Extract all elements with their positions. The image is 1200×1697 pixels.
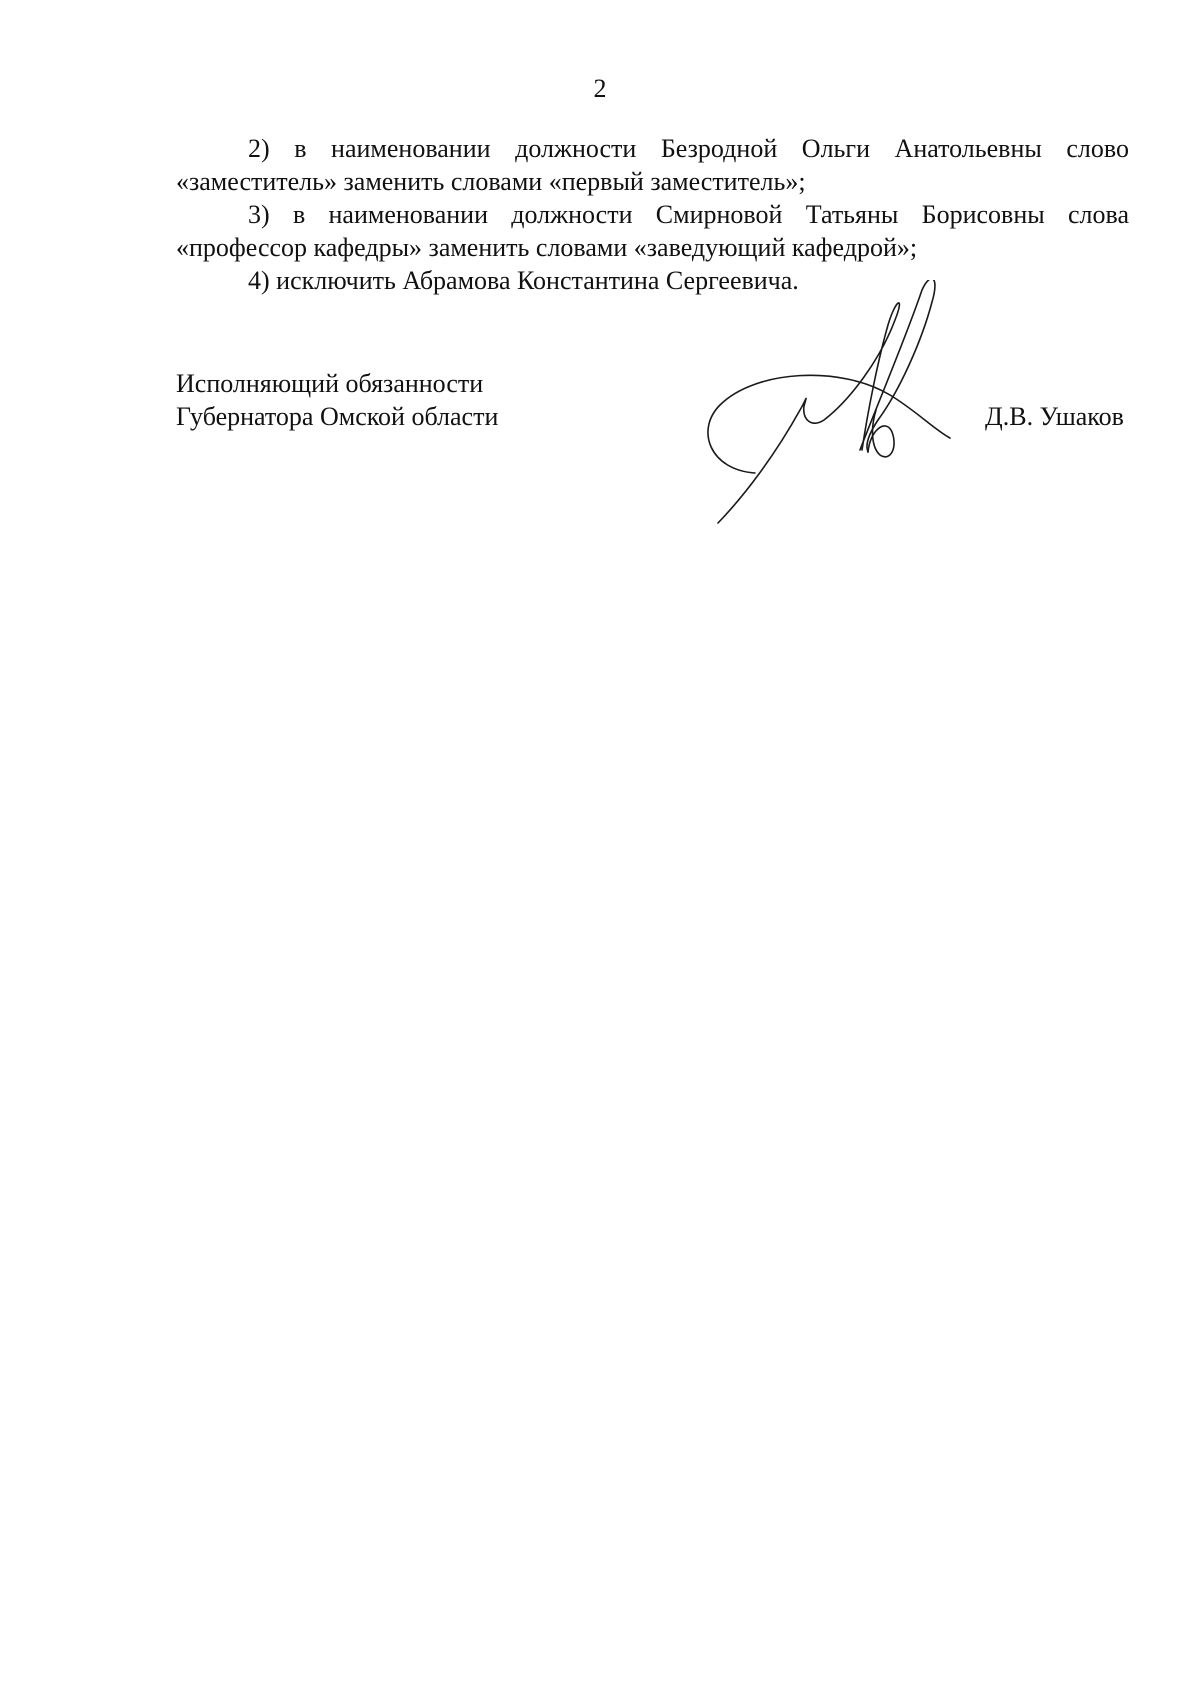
paragraph-item-2: 2) в наименовании должности Безродной Ольги Анатольевны слово «заместитель» заменить словами «первый заместитель»; bbox=[176, 134, 1129, 196]
page-number: 2 bbox=[593, 74, 607, 103]
signature-diagonal-stroke bbox=[718, 303, 899, 523]
handwritten-signature bbox=[700, 280, 1030, 580]
signer-name: Д.В. Ушаков bbox=[985, 402, 1124, 431]
signer-title-line-2: Губернатора Омской области bbox=[176, 402, 499, 431]
signer-title-line-1: Исполняющий обязанности bbox=[176, 369, 484, 398]
signature-loop-stroke bbox=[708, 375, 950, 473]
document-body bbox=[176, 132, 1129, 297]
signer-title bbox=[176, 367, 498, 433]
paragraph-item-3: 3) в наименовании должности Смирновой Татьяны Борисовны слова «профессор кафедры» заменить словами «заведующий кафедрой»; bbox=[176, 200, 1129, 262]
paragraph-item-4: 4) исключить Абрамова Константина Сергеевича. bbox=[248, 266, 799, 295]
